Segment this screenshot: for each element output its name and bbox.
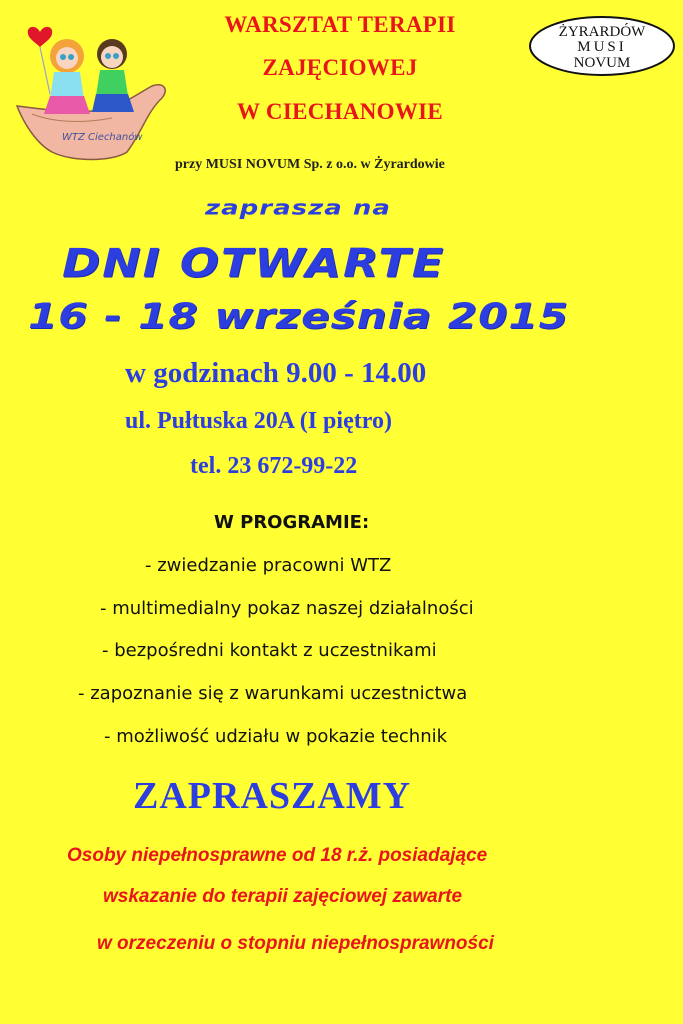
invite-text: zaprasza na	[205, 196, 391, 220]
program-item: - zwiedzanie pracowni WTZ	[145, 555, 392, 576]
musi-novum-logo-line3: NOVUM	[573, 55, 631, 71]
musi-novum-logo	[527, 14, 677, 78]
org-name-line2: ZAJĘCIOWEJ	[262, 55, 418, 80]
program-heading: W PROGRAMIE:	[214, 512, 370, 533]
org-name-line1: WARSZTAT TERAPII	[224, 12, 456, 37]
musi-novum-logo-line2: MUSI	[577, 39, 627, 55]
hand-icon	[17, 85, 165, 160]
org-subtitle: przy MUSI NOVUM Sp. z o.o. w Żyrardowie	[175, 157, 445, 172]
program-item: - bezpośredni kontakt z uczestnikami	[102, 640, 437, 661]
wtz-logo-text: WTZ Ciechanów	[62, 132, 143, 143]
program-item: - zapoznanie się z warunkami uczestnictwa	[78, 683, 468, 704]
closing-text: ZAPRASZAMY	[133, 775, 412, 817]
event-address: ul. Pułtuska 20A (I piętro)	[125, 408, 392, 434]
note-line1: Osoby niepełnosprawne od 18 r.ż. posiadające	[67, 845, 488, 866]
program-item: - możliwość udziału w pokazie technik	[104, 726, 448, 747]
figure-girl-icon	[44, 39, 90, 114]
note-line3: w orzeczeniu o stopniu niepełnosprawności	[97, 933, 494, 954]
note-line2: wskazanie do terapii zajęciowej zawarte	[103, 886, 463, 907]
figure-boy-icon	[92, 39, 134, 112]
heart-icon	[28, 27, 53, 47]
event-dates: 16 - 18 września 2015	[28, 296, 569, 337]
program-item: - multimedialny pokaz naszej działalności	[100, 598, 474, 619]
event-title: DNI OTWARTE	[62, 240, 446, 286]
musi-novum-logo-line1: ŻYRARDÓW	[558, 24, 646, 40]
event-hours: w godzinach 9.00 - 14.00	[125, 357, 427, 389]
event-phone: tel. 23 672-99-22	[190, 453, 358, 479]
org-name-line3: W CIECHANOWIE	[236, 99, 444, 124]
